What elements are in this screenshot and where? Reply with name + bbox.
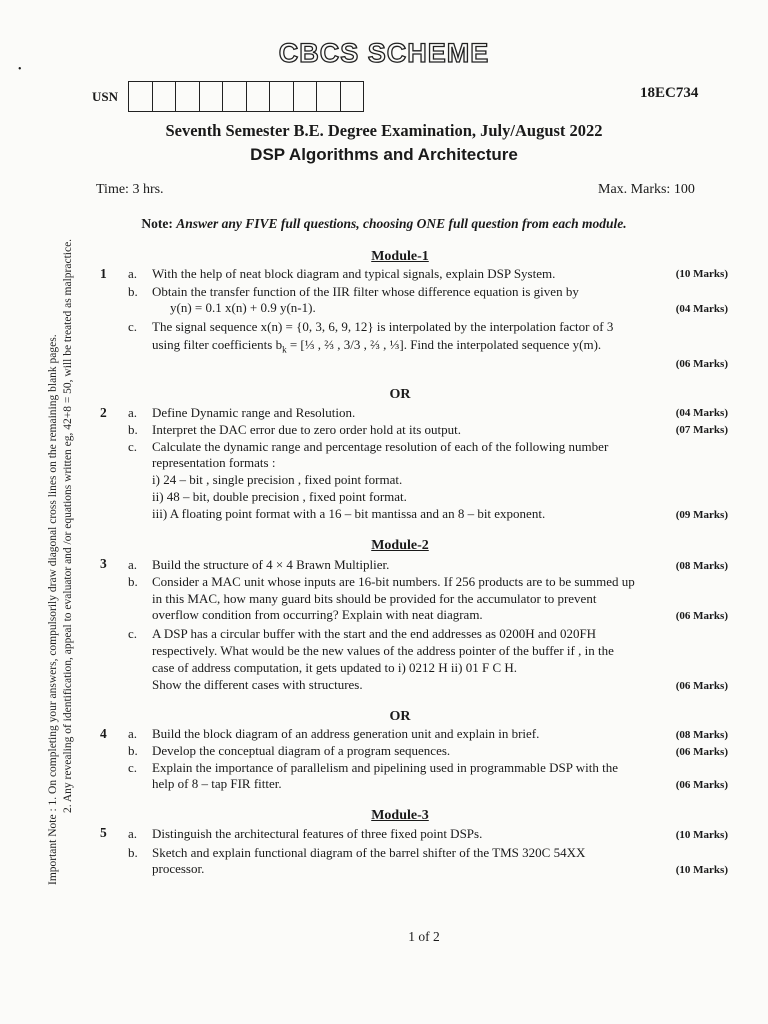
marks: (10 Marks) <box>675 864 728 876</box>
sub-item: iii) A floating point format with a 16 – bit mantissa and an 8 – bit exponent. <box>152 506 546 521</box>
question-text: Develop the conceptual diagram of a program sequences. <box>152 743 451 758</box>
usn-box <box>317 82 341 111</box>
question-number: 4 <box>100 726 107 741</box>
question-text: Consider a MAC unit whose inputs are 16-bit numbers. If 256 products are to be summed up <box>152 574 635 589</box>
usn-box <box>176 82 200 111</box>
sub-label: a. <box>128 266 138 281</box>
module-heading: Module-3 <box>371 808 429 823</box>
page-number: 1 of 2 <box>408 929 440 944</box>
question-number: 5 <box>100 825 107 840</box>
subject-code: 18EC734 <box>640 85 699 101</box>
usn-box <box>153 82 177 111</box>
instructions-note <box>0 216 768 232</box>
sub-label: b. <box>128 284 138 299</box>
subject-title: DSP Algorithms and Architecture <box>250 145 518 164</box>
question-text: help of 8 – tap FIR fitter. <box>152 776 282 791</box>
question-text: Interpret the DAC error due to zero order hold at its output. <box>152 422 462 437</box>
marks: (09 Marks) <box>675 509 728 521</box>
question-text: Sketch and explain functional diagram of the barrel shifter of the TMS 320C 54XX <box>152 845 586 860</box>
question-text: representation formats : <box>152 455 276 470</box>
module-heading: Module-1 <box>371 249 429 264</box>
question-text: Distinguish the architectural features of three fixed point DSPs. <box>152 826 483 841</box>
usn-box <box>341 82 364 111</box>
marks: (04 Marks) <box>675 303 728 315</box>
sub-label: c. <box>128 760 138 775</box>
sub-item: ii) 48 – bit, double precision , fixed point format. <box>152 489 407 504</box>
question-text: case of address computation, it gets updated to i) 0212 H ii) 01 F C H. <box>152 660 518 675</box>
note-text: Answer any FIVE full questions, choosing ONE full question from each module. <box>176 216 627 231</box>
sub-label: b. <box>128 845 138 860</box>
scan-mark: • <box>18 64 22 75</box>
question-text: Show the different cases with structures. <box>152 677 363 692</box>
usn-box <box>247 82 271 111</box>
question-text: Obtain the transfer function of the IIR filter whose difference equation is given by <box>152 284 579 299</box>
question-text: overflow condition from occurring? Explain with neat diagram. <box>152 607 483 622</box>
side-note-line1: Important Note : 1. On completing your answers, compulsorily draw diagonal cross lines on the remaining blank pages. <box>47 334 59 885</box>
usn-box <box>223 82 247 111</box>
sub-label: c. <box>128 626 138 641</box>
or-separator: OR <box>389 709 411 724</box>
usn-box <box>270 82 294 111</box>
marks: (08 Marks) <box>675 729 728 741</box>
question-text: With the help of neat block diagram and typical signals, explain DSP System. <box>152 266 556 281</box>
sub-label: b. <box>128 743 138 758</box>
usn-box <box>129 82 153 111</box>
exam-title: Seventh Semester B.E. Degree Examination, July/August 2022 <box>165 121 603 140</box>
usn-box <box>294 82 318 111</box>
sub-label: a. <box>128 557 138 572</box>
marks: (06 Marks) <box>675 680 728 692</box>
or-separator: OR <box>389 387 411 402</box>
usn-box <box>200 82 224 111</box>
question-text: in this MAC, how many guard bits should be provided for the accumulator to prevent <box>152 591 597 606</box>
question-number: 2 <box>100 405 107 420</box>
module-heading: Module-2 <box>371 538 429 553</box>
scheme-stamp: CBCS SCHEME <box>278 38 490 68</box>
usn-label: USN <box>92 89 119 104</box>
marks: (06 Marks) <box>675 610 728 622</box>
note-label: Note: <box>141 216 173 231</box>
text-part: = [⅓ , ⅔ , 3/3 , ⅔ , ⅓]. Find the interpolated sequence y(m). <box>286 337 602 352</box>
marks: (06 Marks) <box>675 746 728 758</box>
marks: (07 Marks) <box>675 424 728 436</box>
marks: (06 Marks) <box>675 358 728 370</box>
question-text <box>152 337 728 358</box>
exam-time: Time: 3 hrs. <box>96 182 164 197</box>
sub-label: a. <box>128 405 138 420</box>
sub-label: c. <box>128 439 138 454</box>
marks: (08 Marks) <box>675 560 728 572</box>
usn-boxes <box>128 81 364 112</box>
question-text: A DSP has a circular buffer with the start and the end addresses as 0200H and 020FH <box>152 626 597 641</box>
question-text: processor. <box>152 861 205 876</box>
sub-label: a. <box>128 826 138 841</box>
question-number: 1 <box>100 266 107 281</box>
subscript: k <box>282 344 287 355</box>
sub-label: a. <box>128 726 138 741</box>
sub-label: b. <box>128 422 138 437</box>
question-text: Explain the importance of parallelism and pipelining used in programmable DSP with the <box>152 760 618 775</box>
max-marks: Max. Marks: 100 <box>598 182 695 197</box>
question-text: The signal sequence x(n) = {0, 3, 6, 9, 12} is interpolated by the interpolation factor of 3 <box>152 319 614 334</box>
marks: (10 Marks) <box>675 829 728 841</box>
sub-label: c. <box>128 319 138 334</box>
marks: (10 Marks) <box>675 268 728 280</box>
question-text: Calculate the dynamic range and percentage resolution of each of the following number <box>152 439 609 454</box>
sub-label: b. <box>128 574 138 589</box>
marks: (06 Marks) <box>675 779 728 791</box>
marks: (04 Marks) <box>675 407 728 419</box>
question-number: 3 <box>100 556 107 571</box>
question-text: respectively. What would be the new values of the address pointer of the buffer if , in the <box>152 643 614 658</box>
text-part: using filter coefficients b <box>152 337 283 352</box>
question-text: Build the structure of 4 × 4 Brawn Multiplier. <box>152 557 390 572</box>
side-note-line2: 2. Any revealing of identification, appeal to evaluator and /or equations written eg, 42+8 = 50, will be treated as malpractice. <box>62 238 74 813</box>
equation: y(n) = 0.1 x(n) + 0.9 y(n-1). <box>170 300 316 315</box>
question-text: Define Dynamic range and Resolution. <box>152 405 356 420</box>
sub-item: i) 24 – bit , single precision , fixed point format. <box>152 472 403 487</box>
question-text: Build the block diagram of an address generation unit and explain in brief. <box>152 726 540 741</box>
